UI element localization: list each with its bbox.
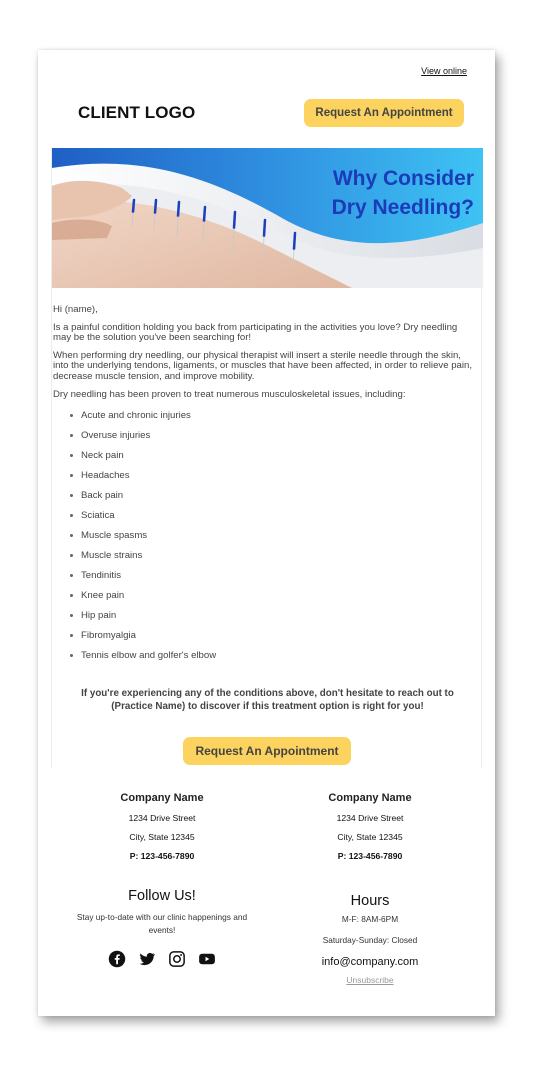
company-name: Company Name	[120, 792, 204, 804]
conditions-list	[53, 410, 473, 670]
list-item: Tennis elbow and golfer's elbow	[53, 650, 473, 670]
hours-weekday: M-F: 8AM-6PM	[341, 914, 399, 924]
location-2	[270, 792, 470, 861]
list-item: Sciatica	[53, 510, 473, 530]
social-icons	[62, 950, 262, 968]
email-address[interactable]: info@company.com	[321, 956, 419, 968]
email-body	[53, 305, 473, 670]
hero-headline-line1: Why Consider	[332, 167, 474, 190]
city-state: City, State 12345	[337, 832, 403, 842]
hero-headline-line2: Dry Needling?	[331, 196, 474, 219]
client-logo: CLIENT LOGO	[78, 103, 196, 122]
request-appointment-button-top[interactable]: Request An Appointment	[304, 99, 464, 127]
request-appointment-button-bottom[interactable]: Request An Appointment	[183, 737, 351, 765]
follow-us-title: Follow Us!	[128, 888, 196, 904]
list-item: Hip pain	[53, 610, 473, 630]
list-item: Muscle spasms	[53, 530, 473, 550]
conditions-intro: Dry needling has been proven to treat numerous musculoskeletal issues, including:	[53, 388, 406, 400]
intro-paragraph: Is a painful condition holding you back from participating in the activities you love? Dry needling may be the solution you've been searching for!	[53, 321, 458, 344]
twitter-icon[interactable]	[138, 950, 156, 968]
hours-weekend: Saturday-Sunday: Closed	[322, 934, 418, 945]
list-item: Muscle strains	[53, 550, 473, 570]
email-card	[38, 50, 495, 1016]
list-item: Tendinitis	[53, 570, 473, 590]
list-item: Neck pain	[53, 450, 473, 470]
list-item: Knee pain	[53, 590, 473, 610]
phone-number[interactable]: P: 123-456-7890	[129, 851, 195, 861]
list-item: Back pain	[53, 490, 473, 510]
closing-paragraph: If you're experiencing any of the conditions above, don't hesitate to reach out to (Practice Name) to discover if this treatment option is right for you!	[81, 688, 454, 712]
facebook-icon[interactable]	[108, 950, 126, 968]
main-content	[51, 148, 482, 768]
list-item: Headaches	[53, 470, 473, 490]
street-address: 1234 Drive Street	[336, 813, 404, 823]
list-item: Fibromyalgia	[53, 630, 473, 650]
list-item: Overuse injuries	[53, 430, 473, 450]
city-state: City, State 12345	[129, 832, 195, 842]
street-address: 1234 Drive Street	[128, 813, 196, 823]
unsubscribe-link[interactable]: Unsubscribe	[346, 975, 394, 985]
hero-headline	[304, 164, 474, 222]
company-name: Company Name	[328, 792, 412, 804]
hero-banner	[52, 148, 483, 288]
instagram-icon[interactable]	[168, 950, 186, 968]
list-item: Acute and chronic injuries	[53, 410, 473, 430]
location-1	[62, 792, 262, 861]
follow-us-text: Stay up-to-date with our clinic happenings and events!	[76, 912, 248, 935]
hours-title: Hours	[350, 893, 390, 909]
view-online-link[interactable]: View online	[421, 66, 467, 76]
hours-section	[270, 893, 470, 985]
phone-number[interactable]: P: 123-456-7890	[337, 851, 403, 861]
description-paragraph: When performing dry needling, our physical therapist will insert a sterile needle through the skin, into the underlying tendons, ligaments, or muscles that have been affected, in order to relieve pain, decrease muscle tension, and improve mobility.	[53, 349, 473, 382]
youtube-icon[interactable]	[198, 950, 216, 968]
follow-us-section	[62, 888, 262, 968]
greeting: Hi (name),	[53, 304, 98, 315]
